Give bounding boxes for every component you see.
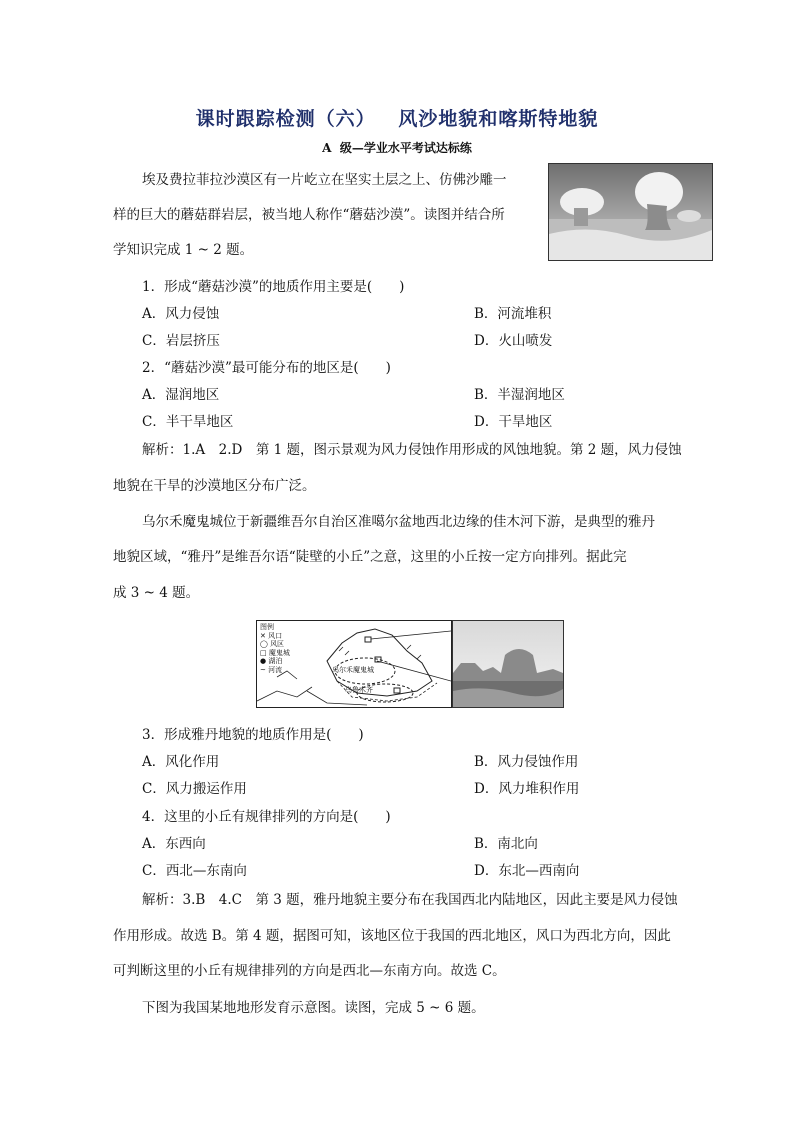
map-label-urho: 乌尔禾魔鬼城: [332, 666, 374, 674]
q1-option-d: D．火山喷发: [474, 333, 553, 349]
yardang-map: [256, 620, 452, 708]
legend-item: ✕ 风口: [260, 631, 283, 640]
question-4-stem: 4．这里的小丘有规律排列的方向是( ): [142, 809, 391, 825]
passage1-line: 学知识完成 1 ~ 2 题。: [113, 242, 254, 258]
legend-item: ◯ 风区: [260, 640, 285, 648]
q3-option-a: A．风化作用: [142, 754, 220, 770]
question-2-stem: 2．“蘑菇沙漠”最可能分布的地区是( ): [142, 360, 391, 376]
q1-option-a: A．风力侵蚀: [142, 306, 220, 322]
q2-option-c: C．半干旱地区: [142, 414, 234, 430]
mushroom-rock-photo: [548, 163, 713, 261]
passage2-line: 乌尔禾魔鬼城位于新疆维吾尔自治区准噶尔盆地西北边缘的佳木河下游，是典型的雅丹: [142, 514, 655, 530]
question-1-stem: 1．形成“蘑菇沙漠”的地质作用主要是( ): [142, 279, 405, 295]
analysis-2-line: 作用形成。故选 B。第 4 题，据图可知，该地区位于我国的西北地区，风口为西北方向，因此: [113, 928, 671, 944]
analysis-1-line: 地貌在干旱的沙漠地区分布广泛。: [113, 478, 316, 494]
q2-option-d: D．干旱地区: [474, 414, 553, 430]
section-subtitle: A 级—学业水平考试达标练: [322, 141, 472, 155]
q2-option-a: A．湿润地区: [142, 387, 220, 403]
q1-option-b: B．河流堆积: [474, 306, 552, 322]
yardang-photo: [452, 620, 564, 708]
legend-title: 图例: [260, 623, 274, 631]
q4-option-d: D．东北—西南向: [474, 863, 580, 879]
passage2-line: 成 3 ~ 4 题。: [113, 585, 200, 601]
map-legend: [260, 623, 290, 674]
passage1-line: 样的巨大的蘑菇群岩层，被当地人称作“蘑菇沙漠”。读图并结合所: [113, 207, 505, 223]
analysis-1-line: 解析：1.A 2.D 第 1 题，图示景观为风力侵蚀作用形成的风蚀地貌。第 2 题，风力侵蚀: [142, 442, 682, 458]
legend-item: ~ 河流: [260, 665, 283, 674]
passage3-line: 下图为我国某地地形发育示意图。读图，完成 5 ~ 6 题。: [142, 1000, 485, 1016]
legend-item: □ 魔鬼城: [260, 648, 290, 657]
q3-option-d: D．风力堆积作用: [474, 781, 580, 797]
analysis-2-line: 可判断这里的小丘有规律排列的方向是西北—东南方向。故选 C。: [113, 963, 506, 979]
q3-option-c: C．风力搬运作用: [142, 781, 247, 797]
page-title: 课时跟踪检测（六） 风沙地貌和喀斯特地貌: [195, 108, 599, 130]
q1-option-c: C．岩层挤压: [142, 333, 220, 349]
question-3-stem: 3．形成雅丹地貌的地质作用是( ): [142, 727, 364, 743]
passage1-line: 埃及费拉菲拉沙漠区有一片屹立在坚实土层之上、仿佛沙雕一: [142, 172, 507, 188]
analysis-2-line: 解析：3.B 4.C 第 3 题，雅丹地貌主要分布在我国西北内陆地区，因此主要是风力侵蚀: [142, 892, 678, 908]
q4-option-b: B．南北向: [474, 836, 538, 852]
legend-item: ● 湖泊: [260, 657, 283, 665]
q4-option-a: A．东西向: [142, 836, 206, 852]
q3-option-b: B．风力侵蚀作用: [474, 754, 579, 770]
passage2-line: 地貌区域，“雅丹”是维吾尔语“陡壁的小丘”之意，这里的小丘按一定方向排列。据此完: [113, 549, 627, 565]
q4-option-c: C．西北—东南向: [142, 863, 247, 879]
q2-option-b: B．半湿润地区: [474, 387, 565, 403]
map-label-urumqi: 乌鲁木齐: [345, 686, 373, 694]
